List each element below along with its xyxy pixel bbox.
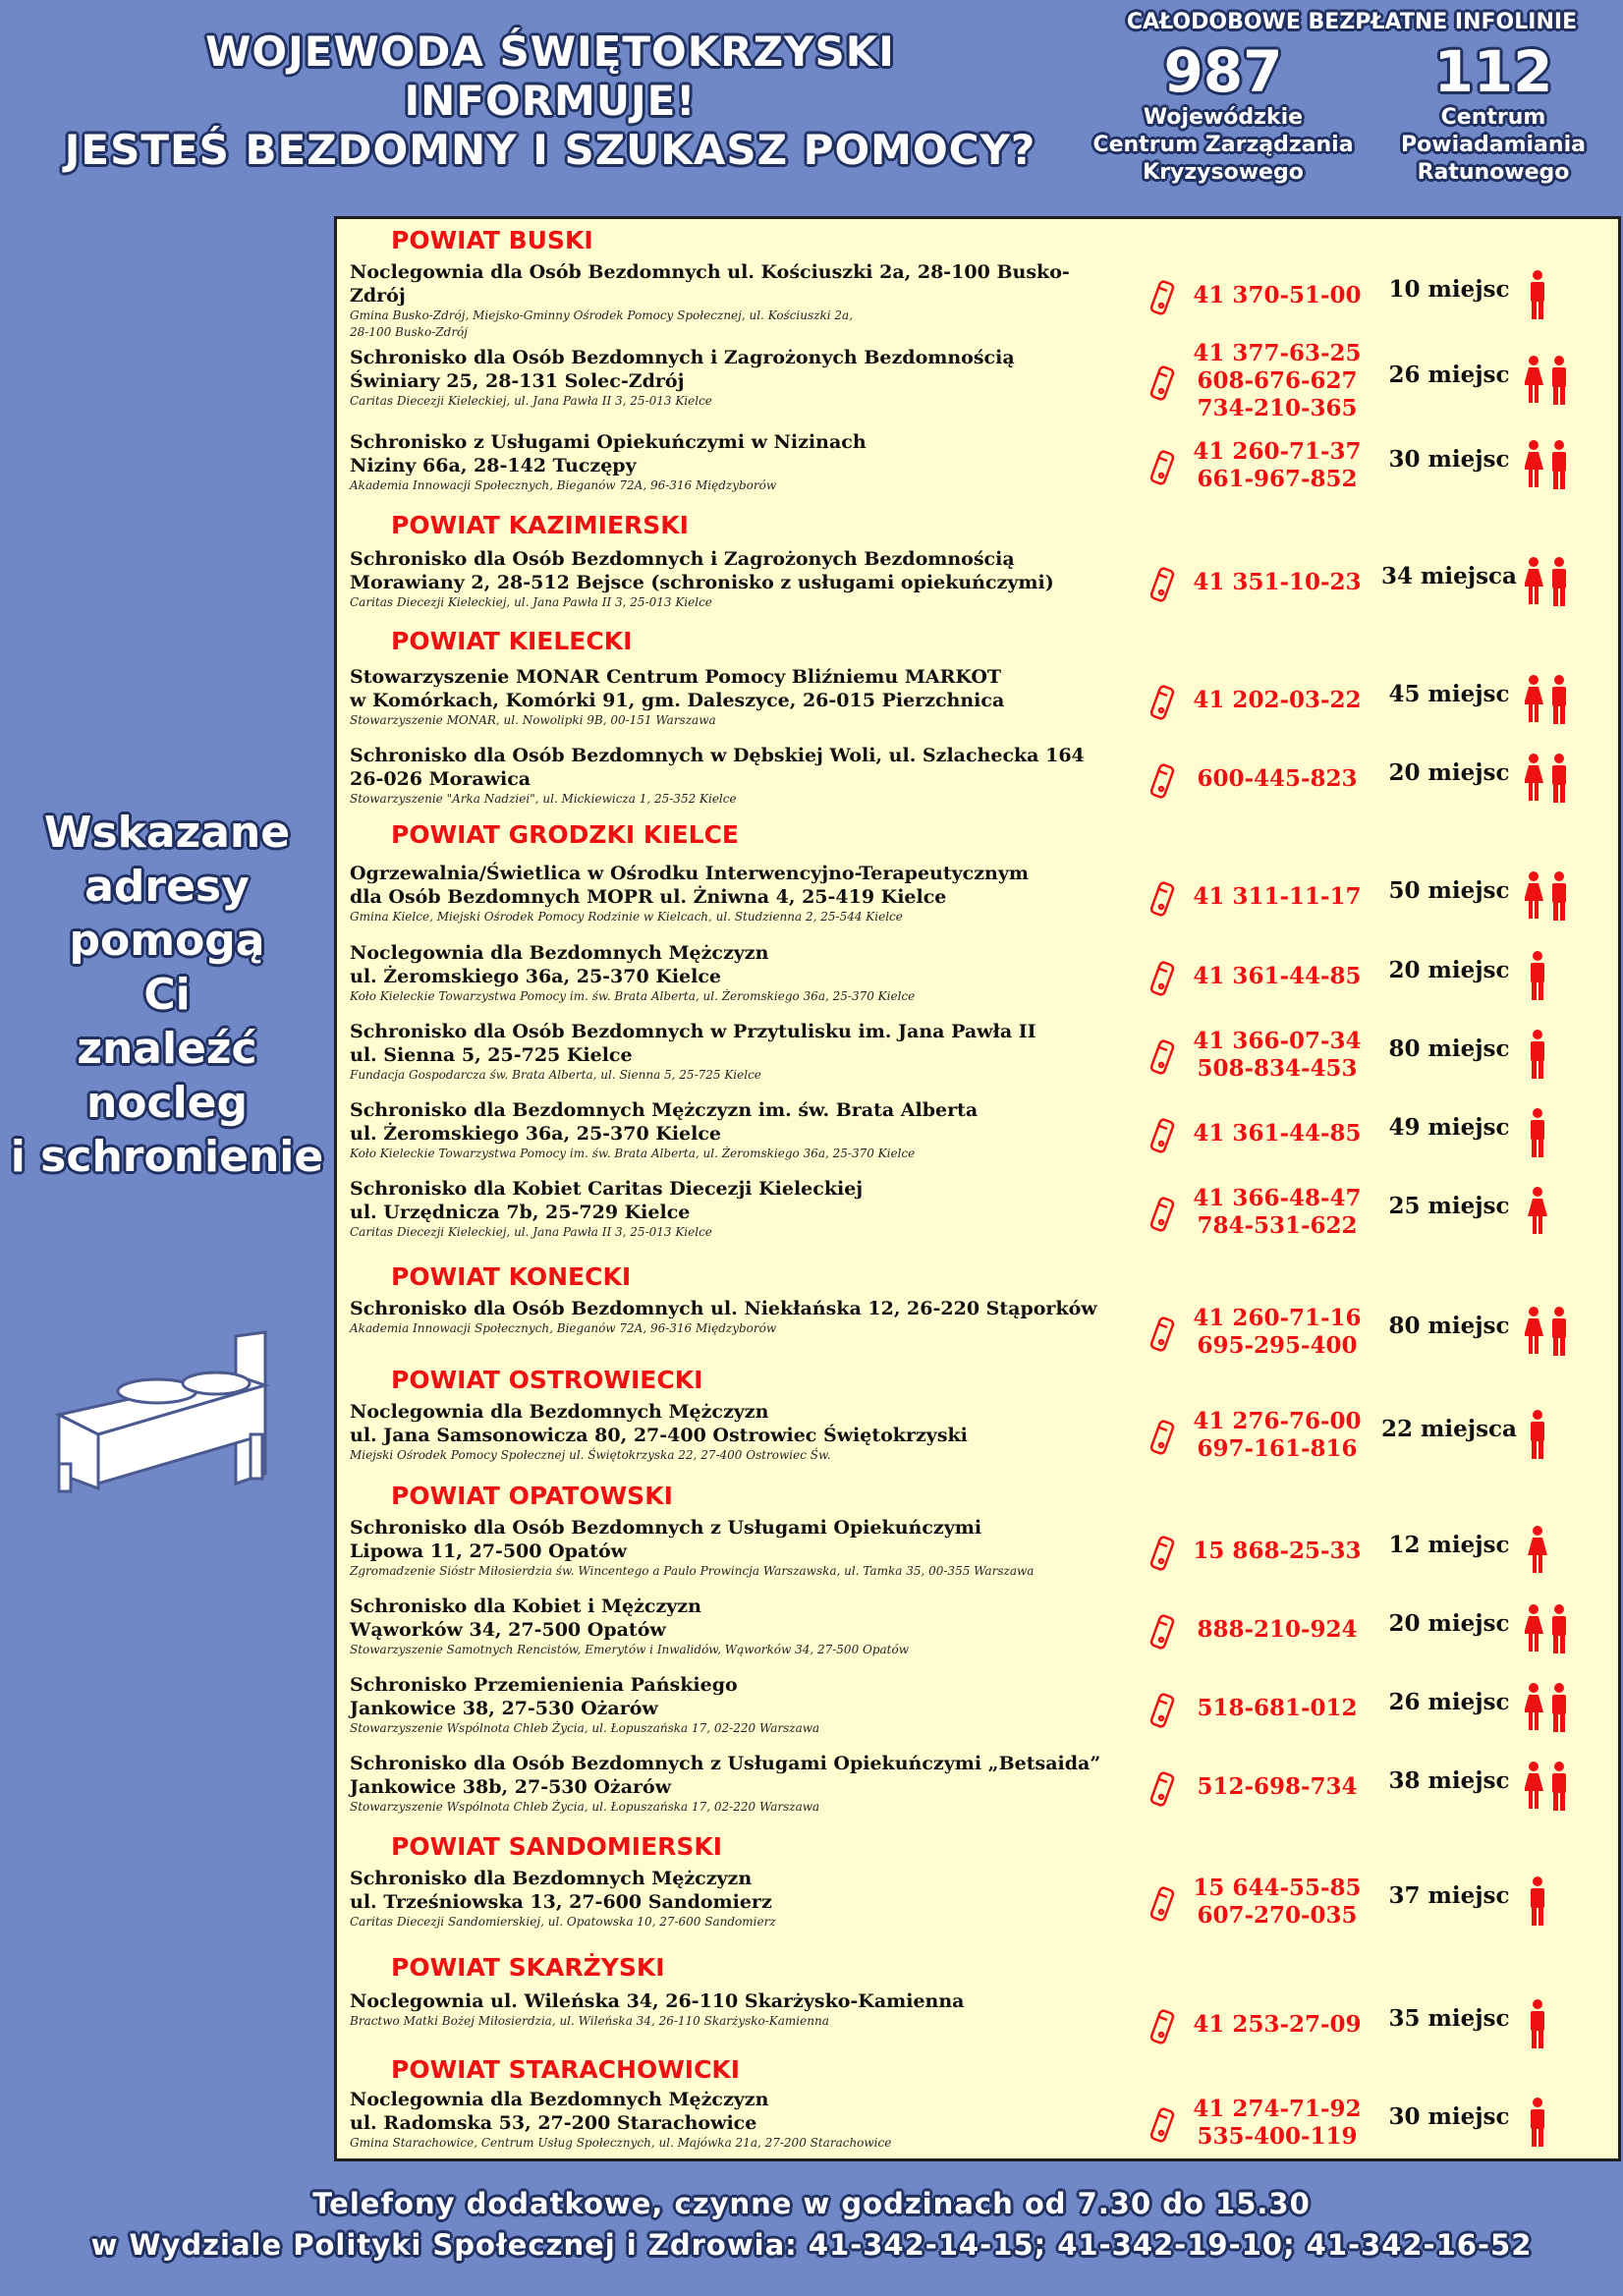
male-icon	[1525, 1876, 1584, 1928]
shelter-name: ul. Trześniowska 13, 27-600 Sandomierz	[350, 1891, 772, 1913]
section-heading: POWIAT STARACHOWICKI	[391, 2055, 741, 2084]
female-icon	[1525, 1526, 1584, 1577]
phone-number[interactable]: 695-295-400	[1197, 1332, 1358, 1359]
shelter-entry	[350, 1989, 1116, 2030]
phone-icon	[1149, 1532, 1179, 1579]
hotline-desc-2: Centrum Zarządzania	[1092, 133, 1354, 157]
female-male-icon	[1525, 1307, 1584, 1358]
phone-number[interactable]: 508-834-453	[1197, 1055, 1358, 1082]
phone-number[interactable]: 41 361-44-85	[1193, 1120, 1362, 1147]
male-icon	[1525, 1999, 1584, 2050]
shelter-name: Noclegownia dla Bezdomnych Mężczyzn	[350, 1401, 769, 1423]
female-male-icon	[1525, 440, 1584, 491]
shelter-name: w Komórkach, Komórki 91, gm. Daleszyce, 26-015 Pierzchnica	[350, 690, 1005, 711]
shelter-organization: Stowarzyszenie Wspólnota Chleb Życia, ul. Łopuszańska 17, 02-220 Warszawa	[350, 1721, 820, 1735]
phone-number[interactable]: 41 274-71-92	[1193, 2096, 1362, 2122]
shelter-name: ul. Radomska 53, 27-200 Starachowice	[350, 2112, 757, 2134]
places-count: 30 miejsc	[1388, 446, 1510, 473]
phone-numbers	[1179, 1875, 1375, 1930]
shelter-organization: Caritas Diecezji Kieleckiej, ul. Jana Pawła II 3, 25-013 Kielce	[350, 394, 712, 408]
phone-icon	[1149, 1689, 1179, 1736]
phone-numbers	[1179, 1538, 1375, 1565]
phone-icon	[1149, 2005, 1179, 2052]
places-count: 25 miejsc	[1388, 1193, 1510, 1219]
phone-icon	[1149, 1610, 1179, 1657]
phone-numbers	[1179, 282, 1375, 309]
infoline-box	[1081, 8, 1623, 37]
places-count: 34 miejsca	[1381, 563, 1517, 589]
shelter-name: Schronisko dla Kobiet i Mężczyzn	[350, 1596, 701, 1617]
shelter-name: ul. Urzędnicza 7b, 25-729 Kielce	[350, 1202, 691, 1223]
shelter-entry	[350, 665, 1116, 729]
phone-number[interactable]: 15 644-55-85	[1193, 1875, 1362, 1901]
page-title	[39, 28, 1061, 175]
shelter-organization: Stowarzyszenie Wspólnota Chleb Życia, ul. Łopuszańska 17, 02-220 Warszawa	[350, 1800, 820, 1814]
shelter-name: Schronisko dla Osób Bezdomnych i Zagrożonych Bezdomnością	[350, 347, 1015, 368]
phone-number[interactable]: 41 370-51-00	[1193, 282, 1362, 308]
title-line-1: WOJEWODA ŚWIĘTOKRZYSKI	[205, 28, 895, 76]
phone-number[interactable]: 518-681-012	[1197, 1695, 1358, 1721]
infoline-heading: CAŁODOBOWE BEZPŁATNE INFOLINIE	[1126, 10, 1578, 34]
shelter-organization: Stowarzyszenie MONAR, ul. Nowolipki 9B, 00-151 Warszawa	[350, 713, 716, 727]
phone-icon	[1149, 2103, 1179, 2151]
bed-icon	[39, 1326, 275, 1493]
shelter-organization: Miejski Ośrodek Pomocy Społecznej ul. Świętokrzyska 22, 27-400 Ostrowiec Św.	[350, 1448, 831, 1462]
sidebar-line: Ci	[143, 970, 191, 1020]
phone-number[interactable]: 41 276-76-00	[1193, 1408, 1362, 1434]
phone-number[interactable]: 15 868-25-33	[1193, 1538, 1362, 1564]
phone-number[interactable]: 697-161-816	[1197, 1435, 1358, 1462]
female-male-icon	[1525, 356, 1584, 407]
shelter-organization: Akademia Innowacji Społecznych, Bieganów 72A, 96-316 Międzyborów	[350, 478, 777, 492]
shelter-organization: Koło Kieleckie Towarzystwa Pomocy im. św. Brata Alberta, ul. Żeromskiego 36a, 25-370 Kielce	[350, 989, 916, 1003]
phone-icon	[1149, 1114, 1179, 1161]
phone-icon	[1149, 759, 1179, 807]
places-count: 37 miejsc	[1388, 1882, 1510, 1909]
phone-icon	[1149, 1313, 1179, 1360]
places-count: 12 miejsc	[1388, 1532, 1510, 1558]
phone-number[interactable]: 41 260-71-37	[1193, 438, 1362, 465]
sidebar-line: pomogą	[69, 916, 265, 966]
shelter-name: Morawiany 2, 28-512 Bejsce (schronisko z usługami opiekuńczymi)	[350, 572, 1054, 593]
phone-icon	[1149, 362, 1179, 409]
shelter-name: Stowarzyszenie MONAR Centrum Pomocy Bliźniemu MARKOT	[350, 666, 1002, 688]
shelter-entry	[350, 1867, 1116, 1931]
female-male-icon	[1525, 557, 1584, 608]
phone-number[interactable]: 41 311-11-17	[1193, 883, 1362, 910]
phone-numbers	[1179, 1616, 1375, 1644]
sidebar-line: Wskazane	[43, 808, 291, 858]
footer	[0, 2183, 1623, 2266]
phone-number[interactable]: 607-270-035	[1197, 1902, 1358, 1929]
places-count: 50 miejsc	[1388, 877, 1510, 904]
female-male-icon	[1525, 871, 1584, 923]
shelter-organization: Koło Kieleckie Towarzystwa Pomocy im. św. Brata Alberta, ul. Żeromskiego 36a, 25-370 Kielce	[350, 1147, 916, 1160]
phone-number[interactable]: 41 351-10-23	[1193, 569, 1362, 595]
hotline-desc-1: Centrum	[1440, 105, 1546, 130]
phone-icon	[1149, 1882, 1179, 1930]
shelter-name: Schronisko dla Bezdomnych Mężczyzn im. św. Brata Alberta	[350, 1099, 979, 1121]
shelter-entry	[350, 346, 1116, 410]
shelter-entry	[350, 1752, 1116, 1816]
phone-numbers	[1179, 1773, 1375, 1801]
places-count: 35 miejsc	[1388, 2005, 1510, 2032]
phone-number[interactable]: 512-698-734	[1197, 1773, 1358, 1800]
phone-icon	[1149, 1193, 1179, 1240]
places-count: 38 miejsc	[1388, 1767, 1510, 1794]
phone-number[interactable]: 535-400-119	[1197, 2123, 1358, 2150]
shelter-organization: 28-100 Busko-Zdrój	[350, 325, 468, 339]
shelter-organization: Gmina Busko-Zdrój, Miejsko-Gminny Ośrodek Pomocy Społecznej, ul. Kościuszki 2a,	[350, 308, 854, 322]
section-heading: POWIAT SANDOMIERSKI	[391, 1832, 723, 1861]
sidebar-text	[0, 806, 334, 1184]
shelter-organization: Gmina Kielce, Miejski Ośrodek Pomocy Rodzinie w Kielcach, ul. Studzienna 2, 25-544 Kielce	[350, 910, 903, 924]
shelter-organization: Stowarzyszenie Samotnych Rencistów, Emerytów i Inwalidów, Wąworków 34, 27-500 Opatów	[350, 1643, 910, 1656]
phone-number[interactable]: 41 366-48-47	[1193, 1185, 1362, 1211]
male-icon	[1525, 1108, 1584, 1159]
female-male-icon	[1525, 1683, 1584, 1734]
sidebar-line: znaleźć	[77, 1024, 257, 1074]
shelter-name: Wąworków 34, 27-500 Opatów	[350, 1619, 666, 1641]
shelter-name: Noclegownia dla Bezdomnych Mężczyzn	[350, 942, 769, 964]
shelter-entry	[350, 1400, 1116, 1464]
hotline-number: 987	[1163, 38, 1283, 105]
phone-numbers	[1179, 883, 1375, 911]
shelter-name: Schronisko dla Osób Bezdomnych z Usługami Opiekuńczymi	[350, 1517, 982, 1539]
title-line-3: JESTEŚ BEZDOMNY I SZUKASZ POMOCY?	[64, 126, 1036, 174]
male-icon	[1525, 1030, 1584, 1081]
places-count: 80 miejsc	[1388, 1036, 1510, 1062]
shelter-organization: Caritas Diecezji Sandomierskiej, ul. Opatowska 10, 27-600 Sandomierz	[350, 1915, 776, 1929]
phone-icon	[1149, 1036, 1179, 1083]
phone-number[interactable]: 41 377-63-25	[1193, 340, 1362, 366]
shelter-entry	[350, 1020, 1116, 1084]
phone-number[interactable]: 600-445-823	[1197, 765, 1358, 792]
phone-icon	[1149, 276, 1179, 323]
places-count: 22 miejsca	[1381, 1416, 1517, 1442]
phone-number[interactable]: 41 366-07-34	[1193, 1028, 1362, 1054]
footer-line-1: Telefony dodatkowe, czynne w godzinach od 7.30 do 15.30	[312, 2187, 1311, 2220]
phone-numbers	[1179, 765, 1375, 793]
shelter-entry	[350, 941, 1116, 1005]
phone-number[interactable]: 784-531-622	[1197, 1212, 1358, 1239]
section-heading: POWIAT OSTROWIECKI	[391, 1366, 703, 1394]
places-count: 49 miejsc	[1388, 1114, 1510, 1141]
phone-numbers	[1179, 569, 1375, 596]
phone-icon	[1149, 957, 1179, 1004]
shelter-name: Lipowa 11, 27-500 Opatów	[350, 1540, 628, 1562]
phone-number[interactable]: 734-210-365	[1197, 395, 1358, 421]
shelter-name: Schronisko dla Kobiet Caritas Diecezji Kieleckiej	[350, 1178, 864, 1200]
hotline-desc-3: Ratunowego	[1417, 160, 1570, 185]
shelter-entry	[350, 1516, 1116, 1580]
phone-numbers	[1179, 1408, 1375, 1463]
shelter-name: Jankowice 38b, 27-530 Ożarów	[350, 1776, 672, 1798]
phone-numbers	[1179, 1695, 1375, 1722]
shelter-organization: Gmina Starachowice, Centrum Usług Społecznych, ul. Majówka 21a, 27-200 Starachowice	[350, 2136, 892, 2150]
hotline-desc-2: Powiadamiania	[1401, 133, 1586, 157]
phone-icon	[1149, 877, 1179, 924]
shelter-organization: Akademia Innowacji Społecznych, Bieganów 72A, 96-316 Międzyborów	[350, 1321, 777, 1335]
hotline-desc-1: Wojewódzkie	[1143, 105, 1304, 130]
phone-icon	[1149, 446, 1179, 493]
places-count: 80 miejsc	[1388, 1313, 1510, 1339]
shelter-entry	[350, 1177, 1116, 1241]
places-count: 20 miejsc	[1388, 759, 1510, 786]
female-icon	[1525, 1187, 1584, 1238]
shelter-entry	[350, 862, 1116, 925]
male-icon	[1525, 951, 1584, 1002]
phone-numbers	[1179, 1185, 1375, 1240]
phone-number[interactable]: 661-967-852	[1197, 466, 1358, 492]
shelter-name: Schronisko dla Bezdomnych Mężczyzn	[350, 1868, 753, 1889]
section-heading: POWIAT KIELECKI	[391, 627, 633, 655]
places-count: 30 miejsc	[1388, 2103, 1510, 2130]
male-icon	[1525, 270, 1584, 321]
female-male-icon	[1525, 1762, 1584, 1813]
phone-number[interactable]: 608-676-627	[1197, 367, 1358, 394]
phone-numbers	[1179, 340, 1375, 422]
places-count: 20 miejsc	[1388, 957, 1510, 983]
sidebar-line: i schronienie	[10, 1132, 324, 1182]
phone-number[interactable]: 888-210-924	[1197, 1616, 1358, 1643]
phone-number[interactable]: 41 260-71-16	[1193, 1305, 1362, 1331]
shelter-name: ul. Jana Samsonowicza 80, 27-400 Ostrowiec Świętokrzyski	[350, 1425, 968, 1446]
title-line-2: INFORMUJE!	[404, 77, 697, 125]
shelter-name: Schronisko dla Osób Bezdomnych z Usługami Opiekuńczymi „Betsaida”	[350, 1753, 1101, 1774]
shelter-name: Niziny 66a, 28-142 Tuczępy	[350, 455, 637, 476]
shelter-entry	[350, 1673, 1116, 1737]
shelter-name: 26-026 Morawica	[350, 768, 532, 790]
phone-numbers	[1179, 1028, 1375, 1083]
shelter-name: Świniary 25, 28-131 Solec-Zdrój	[350, 370, 685, 392]
phone-number[interactable]: 41 361-44-85	[1193, 963, 1362, 989]
hotline-987	[1081, 39, 1366, 187]
places-count: 26 miejsc	[1388, 362, 1510, 388]
phone-icon	[1149, 1416, 1179, 1463]
section-heading: POWIAT OPATOWSKI	[391, 1482, 673, 1510]
shelter-name: Noclegownia dla Bezdomnych Mężczyzn	[350, 2089, 769, 2110]
shelter-entry	[350, 2088, 1116, 2152]
shelter-name: Noclegownia dla Osób Bezdomnych ul. Kościuszki 2a, 28-100 Busko-Zdrój	[350, 261, 1070, 307]
shelter-name: ul. Żeromskiego 36a, 25-370 Kielce	[350, 966, 722, 987]
phone-numbers	[1179, 1120, 1375, 1148]
shelter-name: Ogrzewalnia/Świetlica w Ośrodku Interwencyjno-Terapeutycznym	[350, 863, 1029, 884]
sidebar-line: nocleg	[85, 1078, 249, 1128]
section-heading: POWIAT BUSKI	[391, 226, 593, 254]
male-icon	[1525, 2098, 1584, 2149]
shelter-entry	[350, 430, 1116, 494]
shelter-entry	[350, 260, 1116, 341]
shelter-name: Noclegownia ul. Wileńska 34, 26-110 Skarżysko-Kamienna	[350, 1990, 965, 2012]
footer-line-2: w Wydziale Polityki Społecznej i Zdrowia: 41-342-14-15; 41-342-19-10; 41-342-16-52	[90, 2228, 1533, 2262]
shelter-name: dla Osób Bezdomnych MOPR ul. Żniwna 4, 25-419 Kielce	[350, 886, 947, 908]
section-heading: POWIAT GRODZKI KIELCE	[391, 820, 740, 849]
phone-icon	[1149, 681, 1179, 728]
phone-numbers	[1179, 687, 1375, 714]
shelter-entry	[350, 1595, 1116, 1658]
section-heading: POWIAT SKARŻYSKI	[391, 1953, 665, 1982]
shelter-organization: Caritas Diecezji Kieleckiej, ul. Jana Pawła II 3, 25-013 Kielce	[350, 1225, 712, 1239]
shelter-name: Jankowice 38, 27-530 Ożarów	[350, 1698, 658, 1719]
shelter-organization: Stowarzyszenie "Arka Nadziei", ul. Mickiewicza 1, 25-352 Kielce	[350, 792, 737, 806]
shelter-name: Schronisko dla Osób Bezdomnych i Zagrożonych Bezdomnością	[350, 548, 1015, 570]
shelter-organization: Zgromadzenie Sióstr Miłosierdzia św. Wincentego a Paulo Prowincja Warszawska, ul. Tamka 35, 00-355 Warszawa	[350, 1564, 1035, 1578]
shelter-organization: Caritas Diecezji Kieleckiej, ul. Jana Pawła II 3, 25-013 Kielce	[350, 595, 712, 609]
phone-numbers	[1179, 438, 1375, 493]
phone-numbers	[1179, 963, 1375, 990]
phone-icon	[1149, 563, 1179, 610]
places-count: 10 miejsc	[1388, 276, 1510, 303]
shelter-entry	[350, 744, 1116, 808]
shelter-name: Schronisko Przemienienia Pańskiego	[350, 1674, 738, 1696]
phone-numbers	[1179, 2011, 1375, 2039]
female-male-icon	[1525, 754, 1584, 805]
sidebar-line: adresy	[84, 862, 250, 912]
female-male-icon	[1525, 675, 1584, 726]
shelter-organization: Bractwo Matki Bożej Miłosierdzia, ul. Wileńska 34, 26-110 Skarżysko-Kamienna	[350, 2014, 829, 2028]
shelter-entry	[350, 1098, 1116, 1162]
male-icon	[1525, 1410, 1584, 1461]
shelter-entry	[350, 1297, 1116, 1337]
section-heading: POWIAT KONECKI	[391, 1262, 632, 1291]
section-heading: POWIAT KAZIMIERSKI	[391, 511, 689, 539]
phone-icon	[1149, 1767, 1179, 1815]
shelter-name: ul. Żeromskiego 36a, 25-370 Kielce	[350, 1123, 722, 1145]
shelter-name: Schronisko z Usługami Opiekuńczymi w Nizinach	[350, 431, 867, 453]
shelter-entry	[350, 547, 1116, 611]
shelter-name: Schronisko dla Osób Bezdomnych w Przytulisku im. Jana Pawła II	[350, 1021, 1036, 1042]
places-count: 45 miejsc	[1388, 681, 1510, 707]
places-count: 26 miejsc	[1388, 1689, 1510, 1715]
hotline-desc-3: Kryzysowego	[1143, 160, 1304, 185]
shelter-name: ul. Sienna 5, 25-725 Kielce	[350, 1044, 633, 1066]
shelter-organization: Fundacja Gospodarcza św. Brata Alberta, ul. Sienna 5, 25-725 Kielce	[350, 1068, 761, 1082]
shelter-name: Schronisko dla Osób Bezdomnych w Dębskiej Woli, ul. Szlachecka 164	[350, 745, 1085, 766]
shelter-name: Schronisko dla Osób Bezdomnych ul. Niekłańska 12, 26-220 Stąporków	[350, 1298, 1097, 1319]
female-male-icon	[1525, 1604, 1584, 1655]
phone-number[interactable]: 41 202-03-22	[1193, 687, 1362, 713]
phone-numbers	[1179, 2096, 1375, 2151]
hotline-112	[1375, 39, 1611, 187]
places-count: 20 miejsc	[1388, 1610, 1510, 1637]
phone-number[interactable]: 41 253-27-09	[1193, 2011, 1362, 2038]
hotline-number: 112	[1433, 38, 1553, 105]
phone-numbers	[1179, 1305, 1375, 1360]
